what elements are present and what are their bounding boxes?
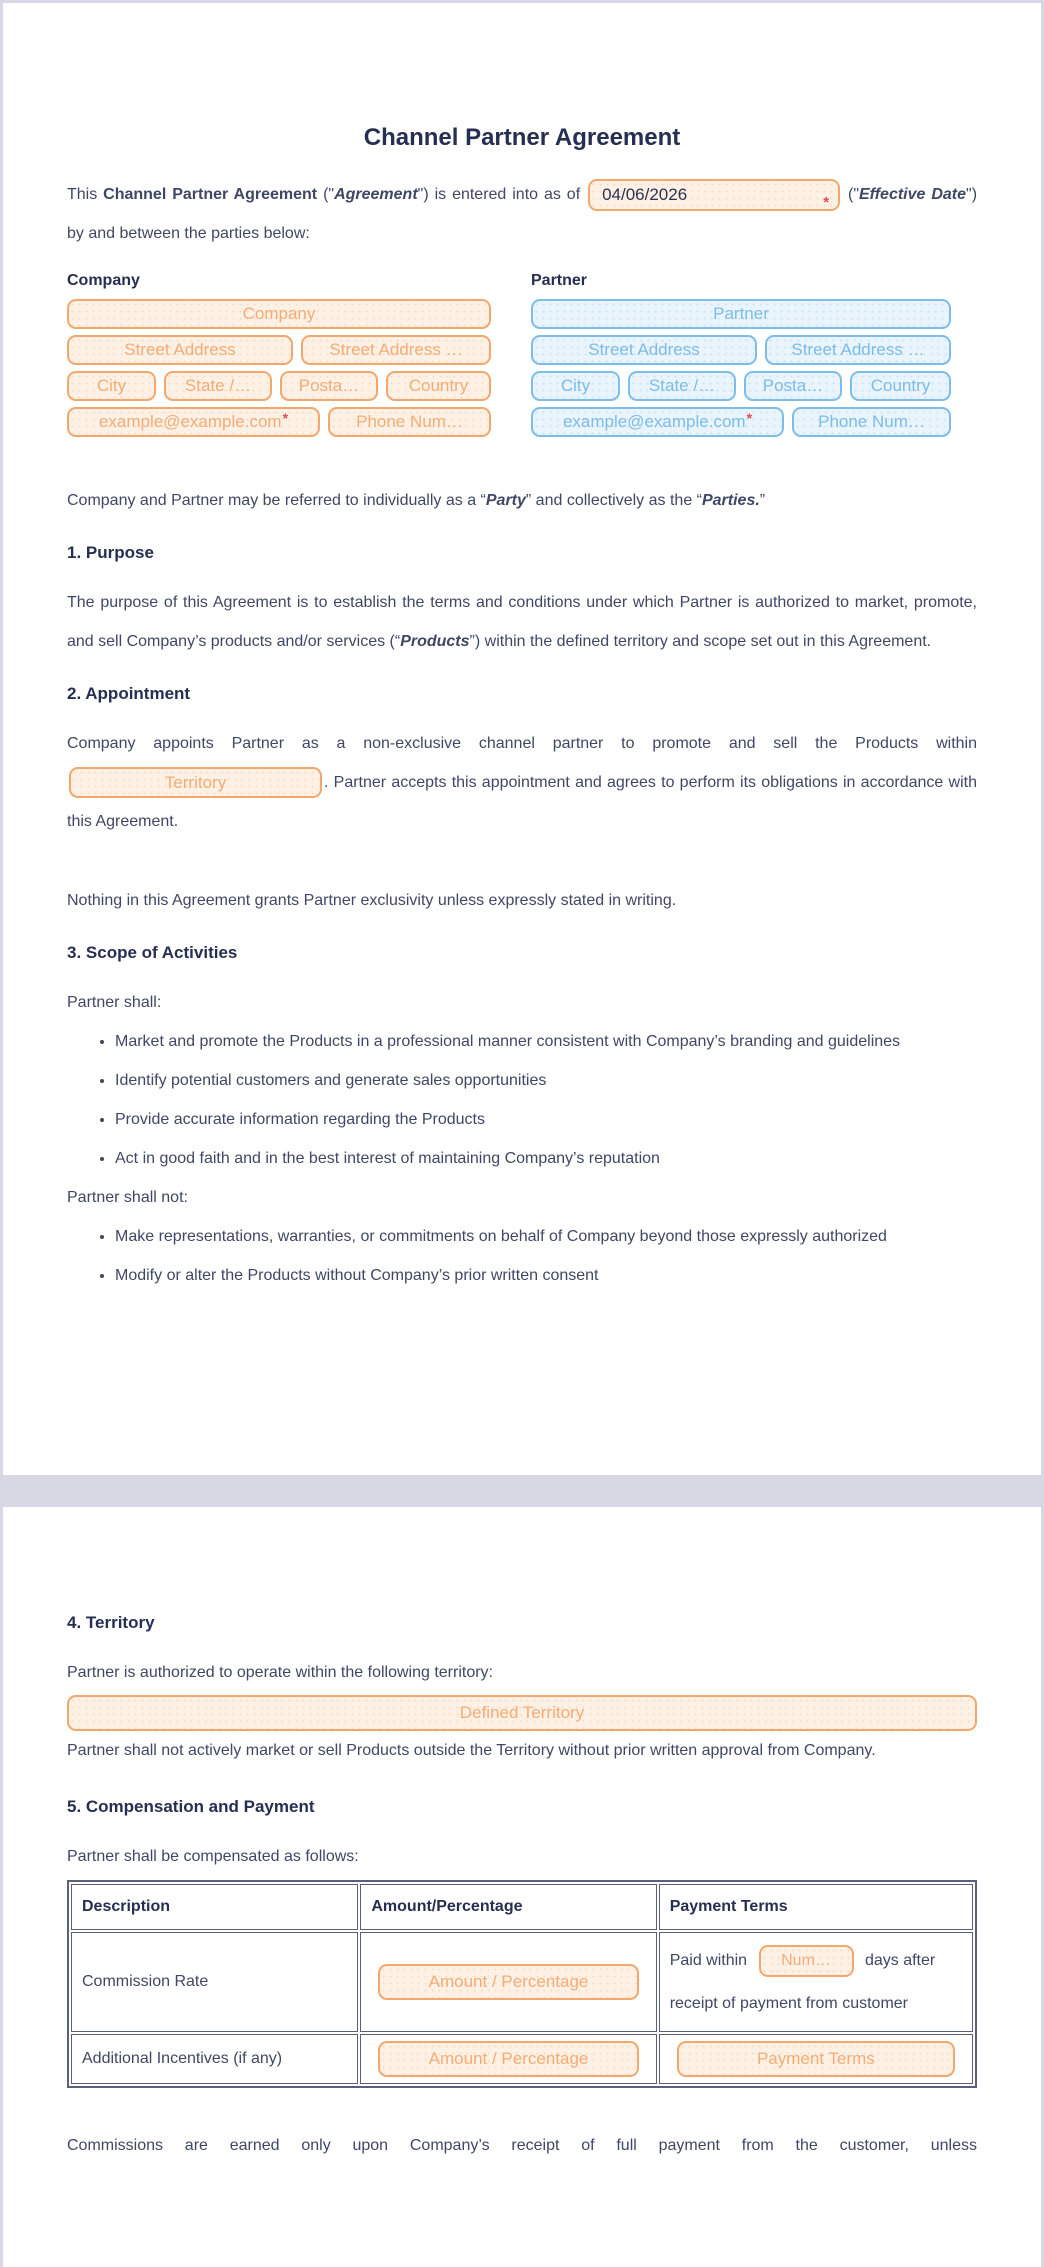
list-item: • Act in good faith and in the best interest of maintaining Company’s reputation: [115, 1139, 977, 1178]
intro-paragraph: This Channel Partner Agreement ("Agreement") is entered into as of 04/06/2026 * ("Effective Date") by and between the parties below:: [67, 175, 977, 253]
partner-label: Partner: [531, 272, 588, 289]
commission-terms-cell: Paid within Num… days after receipt of payment from customer: [659, 1932, 973, 2032]
partner-email-input[interactable]: example@example.com *: [531, 407, 784, 437]
section-heading-compensation: 5. Compensation and Payment: [67, 1797, 315, 1816]
company-state-input[interactable]: State /…: [164, 371, 272, 401]
shall-not-label: Partner shall not:: [67, 1189, 188, 1206]
incentives-terms-cell: [659, 2034, 973, 2084]
company-phone-input[interactable]: Phone Num…: [328, 407, 491, 437]
column-header-amount: Amount/Percentage: [360, 1884, 656, 1930]
required-asterisk: *: [282, 410, 289, 426]
list-item: • Modify or alter the Products without Company’s prior written consent: [115, 1256, 977, 1295]
company-block: [67, 271, 491, 443]
referred-paragraph: Company and Partner may be referred to individually as a “Party” and collectively as the “Parties.”: [67, 492, 766, 509]
compensation-table: [67, 1880, 977, 2088]
territory-intro: Partner is authorized to operate within the following territory:: [67, 1664, 493, 1681]
commission-amount-input[interactable]: Amount / Percentage: [378, 1964, 638, 2000]
partner-phone-input[interactable]: Phone Num…: [792, 407, 951, 437]
territory-input[interactable]: Territory: [69, 767, 322, 798]
table-row: [71, 2034, 973, 2084]
defined-territory-input[interactable]: Defined Territory: [67, 1695, 977, 1731]
shall-label: Partner shall:: [67, 994, 162, 1011]
appointment-paragraph: Company appoints Partner as a non-exclusive channel partner to promote and sell the Products within Territory . Partner accepts this appointment and agrees to perform its obligations in accordance with this Agreement.: [67, 735, 977, 830]
partner-postal-input[interactable]: Posta…: [744, 371, 842, 401]
parties-block: [67, 271, 977, 443]
partner-block: [531, 271, 951, 443]
section-heading-appointment: 2. Appointment: [67, 684, 191, 703]
company-email-input[interactable]: example@example.com *: [67, 407, 320, 437]
incentives-cell: Additional Incentives (if any): [71, 2034, 358, 2084]
intro-text: This: [67, 186, 104, 203]
shall-not-list: [67, 1217, 977, 1295]
partner-state-input[interactable]: State /…: [628, 371, 736, 401]
incentives-amount-cell: [360, 2034, 656, 2084]
required-asterisk: *: [823, 193, 830, 211]
column-header-description: Description: [71, 1884, 358, 1930]
effective-date-input[interactable]: [588, 179, 840, 211]
partner-city-input[interactable]: City: [531, 371, 620, 401]
company-name-input[interactable]: Company: [67, 299, 491, 329]
section-heading-purpose: 1. Purpose: [67, 543, 154, 562]
days-number-input[interactable]: Num…: [759, 1945, 854, 1977]
territory-paragraph: Partner shall not actively market or sell Products outside the Territory without prior written approval from Company.: [67, 1742, 876, 1759]
effective-date-value: 04/06/2026: [602, 185, 688, 205]
column-header-terms: Payment Terms: [659, 1884, 973, 1930]
exclusivity-note: Nothing in this Agreement grants Partner exclusivity unless expressly stated in writing.: [67, 892, 677, 909]
table-header-row: [71, 1884, 973, 1930]
company-street-input[interactable]: Street Address: [67, 335, 293, 365]
company-postal-input[interactable]: Posta…: [280, 371, 378, 401]
commission-amount-cell: [360, 1932, 656, 2032]
list-item: • Identify potential customers and generate sales opportunities: [115, 1061, 977, 1100]
list-item: • Make representations, warranties, or commitments on behalf of Company beyond those expressly authorized: [115, 1217, 977, 1256]
purpose-paragraph: The purpose of this Agreement is to establish the terms and conditions under which Partner is authorized to market, promote, and sell Company’s products and/or services (“Products”) within the defined territory and scope set out in this Agreement.: [67, 594, 977, 650]
partner-street-input[interactable]: Street Address: [531, 335, 757, 365]
required-asterisk: *: [746, 410, 753, 426]
partner-street2-input[interactable]: Street Address …: [765, 335, 951, 365]
compensation-intro: Partner shall be compensated as follows:: [67, 1848, 359, 1865]
section-heading-territory: 4. Territory: [67, 1613, 155, 1632]
intro-bold: Channel Partner Agreement: [103, 186, 318, 203]
table-row: [71, 1932, 973, 2032]
shall-list: [67, 1022, 977, 1178]
list-item: • Provide accurate information regarding the Products: [115, 1100, 977, 1139]
company-street2-input[interactable]: Street Address …: [301, 335, 491, 365]
section-heading-scope: 3. Scope of Activities: [67, 943, 238, 962]
incentives-terms-input[interactable]: Payment Terms: [677, 2041, 955, 2077]
commissions-paragraph: Commissions are earned only upon Company’s receipt of full payment from the customer, unless: [67, 2137, 977, 2154]
company-city-input[interactable]: City: [67, 371, 156, 401]
partner-name-input[interactable]: Partner: [531, 299, 951, 329]
document-page-1: [3, 3, 1041, 1475]
company-country-input[interactable]: Country: [386, 371, 491, 401]
partner-country-input[interactable]: Country: [850, 371, 951, 401]
document-page-2: [3, 1507, 1041, 2267]
commission-rate-cell: Commission Rate: [71, 1932, 358, 2032]
list-item: • Market and promote the Products in a professional manner consistent with Company’s branding and guidelines: [115, 1022, 977, 1061]
company-label: Company: [67, 272, 140, 289]
page-title: Channel Partner Agreement: [363, 124, 681, 151]
incentives-amount-input[interactable]: Amount / Percentage: [378, 2041, 638, 2077]
